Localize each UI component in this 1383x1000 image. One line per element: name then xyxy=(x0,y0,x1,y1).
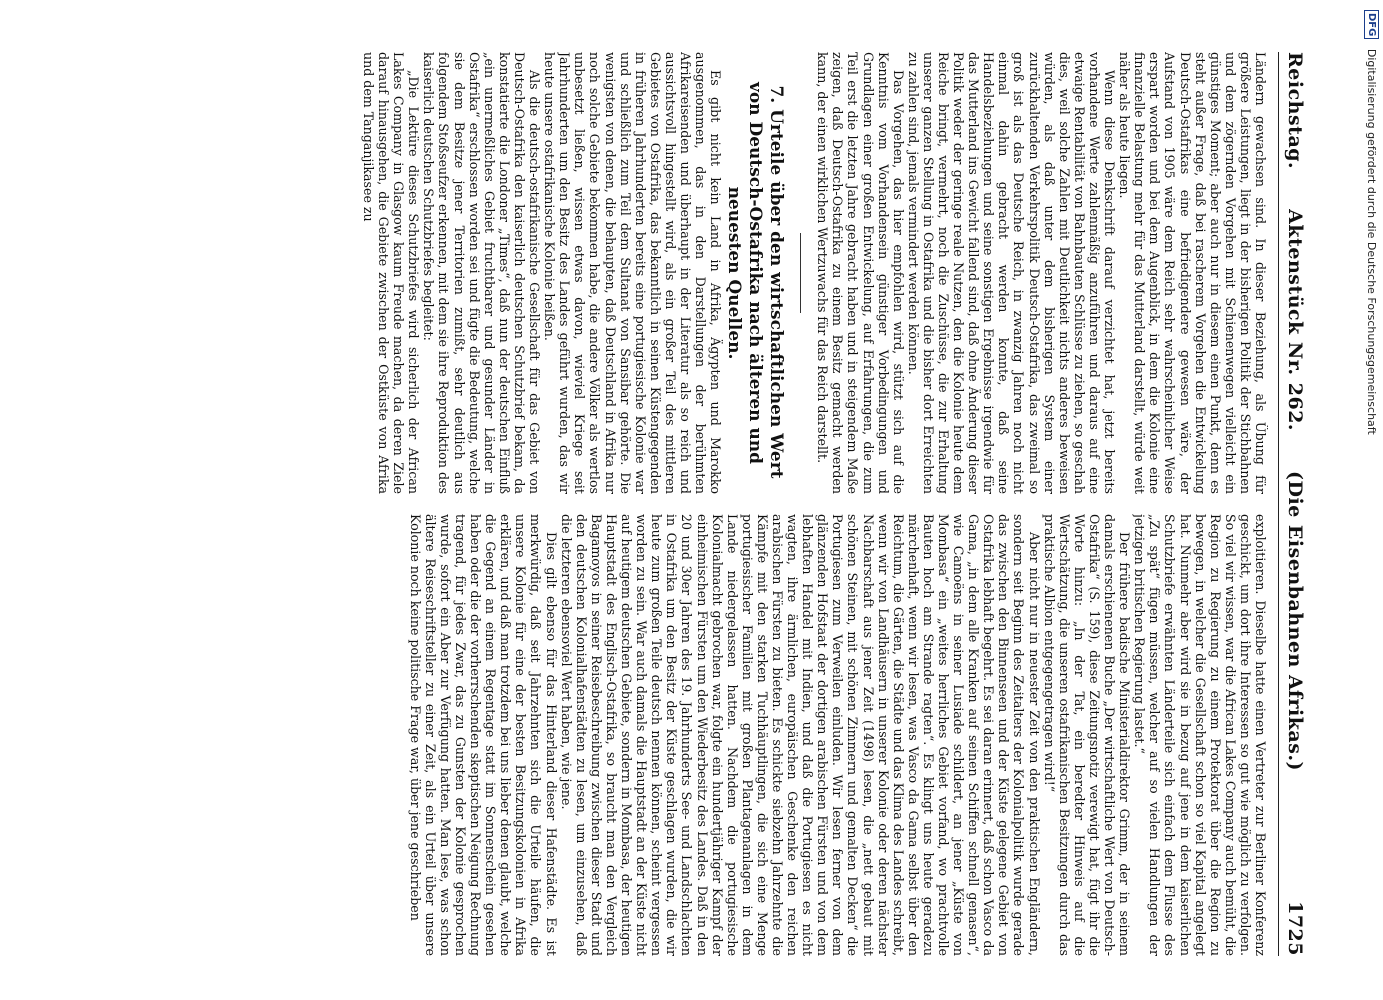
paragraph: exploitieren. Dieselbe hatte einen Vertreter zur Berliner Konferenz geschickt, um dort ihre Interessen so gut wie möglich zu verfolgen. So viel wir wissen, war die African Lakes Company auch bemüht, die Region zu Regierung zu einem Protektorat über die Region zu bewegen, in welcher die Gesellschaft schon so viel Kapital angelegt hat. Nunmehr aber wird sie in bezug auf jene in dem kaiserlichen Schutzbriefe erwähnten Länderteile sich einfach dem Flusse des „Zu spät“ fügen müssen, welcher auf so vielen Handlungen der jetzigen britischen Regierung lastet.“ xyxy=(1132,514,1268,956)
section-title: 7. Urteile über den wirtschaftlichen Wert von Deutsch-Ostafrika nach älteren und neuesten Quellen. xyxy=(724,81,787,479)
column-left xyxy=(18,52,1268,494)
paragraph: Es gibt nicht kein Land in Afrika, Ägypten und Marokko ausgenommen, das in den Darstellungen der berühmten Afrikareisenden und überhaupt in der Literatur als so reich und aussichtsvoll hingestellt wird, als ein großer Teil des mittleren Gebietes von Ostafrika, das bekanntlich in seinen Küstengegenden in früheren Jahrhunderten bereits eine portugiesische Kolonie war und schließlich zum Teil dem Sultanat von Sansibar gehörte. Die wenigsten von denen, die behaupten, daß Deutschland in Afrika nur noch solche Gebiete bekommen habe, die andere Völker als wertlos unbesetzt ließen, wissen etwas davon, wieviel Kriege seit Jahrhunderten um den Besitz des Landes geführt wurden, das wir heute unsere ostafrikanische Kolonie heißen. xyxy=(542,52,724,494)
paragraph: Dies gilt ebenso für das Hinterland dieser Hafenstädte. Es ist merkwürdig, daß seit Jahrzehnten sich die Urteile häufen, die unsere Kolonie für eine der besten Besitzungskolonien in Afrika erklären, und daß man trotzdem bei uns lieber denen glaubt, welche die Gegend an einem Regentage statt im Sonnenschein gesehen haben oder die der vorherrschenden skeptischen Neigung Rechnung tragend, für jedes Zwar, das zu Gunsten der Kolonie gesprochen wurde, sofort ein Aber zur Verfügung hatten. Man lese, was schon ältere Reiseschriftsteller zu einer Zeit, als ein Urteil über unsere Kolonie noch keine politische Frage war, über jene geschrieben xyxy=(407,514,559,956)
paragraph: Als die deutsch-ostafrikanische Gesellschaft für das Gebiet von Deutsch-Ostafrika den kaiserlich deutschen Schutzbrief bekam, da konstatierte die Londoner „Times“, daß nun der deutschen Einfluß „ein unermeßliches Gebiet fruchtbarer und gesunder Länder in Ostafrika“ erschlossen worden sei und fügte die Bedeutung, welche sie dem Besitze jener Territorien zumißt, sehr deutlich aus folgendem Stoßseufzer erkennen, mit dem sie ihre Reproduktion des kaiserlich deutschen Schutzbriefes begleitet: xyxy=(421,52,543,494)
paragraph: Der frühere badische Ministerialdirektor Grimm, der in seinem damals erschienenen Buche „Der wirtschaftliche Wert von Deutsch-Ostafrika“ (S. 159), diese Zeitungsnotiz verewigt hat, fügt ihr die Worte hinzu: „In der Tat, ein beredter Hinweis auf die Wertschätzung, die unseren ostafrikanischen Besitzungen durch das praktische Albion entgegengetragen wird!“ xyxy=(1041,514,1133,956)
page-number: 1725 xyxy=(1284,901,1306,956)
text-columns xyxy=(18,52,1268,956)
running-head-left-label: Reichstag. xyxy=(1284,52,1306,170)
digitization-credit: Digitalisierung gefördert durch die Deutsche Forschungsgemeinschaft xyxy=(1365,48,1378,435)
digitization-note xyxy=(1364,10,1379,435)
running-head-topic: (Die Eisenbahnen Afrikas.) xyxy=(1284,471,1306,772)
column-right xyxy=(18,514,1268,956)
paragraph: Das Vorgehen, das hier empfohlen wird, stützt sich auf die Kenntnis vom Vorhandensein günstiger Vorbedingungen und Grundlagen einer großen Entwickelung, auf Erfahrungen, die zum Teil erst die letzten Jahre gebracht haben und in steigendem Maße zeigen, daß Deutsch-Ostafrika zu einem Besitz gemacht werden kann, der einen wirklichen Wertzuwachs für das Reich darstellt. xyxy=(815,52,906,494)
paragraph: „Die Lektüre dieses Schutzbriefes wird sicherlich der African Lakes Company in Glasgow kaum Freude machen, da deren Ziele darauf hinausgehen, die Gebiete zwischen der Ostküste von Afrika und dem Tanganjikasee zu xyxy=(361,52,422,494)
section-divider xyxy=(800,233,801,313)
paragraph: Ländern gewachsen sind. In dieser Beziehung, als Übung für größere Leistungen, liegt in der bisherigen Politik der Stichbahnen und dem zögernden Vorgehen mit Schienenwegen vielleicht ein günstiges Moment; aber auch nur in diesem einen Punkt, denn es steht außer Frage, daß bei rascherem Vorgehen die Entwickelung Deutsch-Ostafrikas eine befriedigendere gewesen wäre, der Aufstand von 1905 wäre dem Reich sehr wahrscheinlicher Weise erspart worden und bei dem Augenblick, in dem die Kolonie eine finanzielle Belastung mehr für das Mutterland darstellt, würde weit näher als heute liegen. xyxy=(1117,52,1268,494)
running-head xyxy=(1278,52,1304,956)
paragraph: Wenn diese Denkschrift darauf verzichtet hat, jetzt bereits vorhandene Werte zahlenmäßig anzuführen und daraus auf eine etwaige Rentabilität von Bahnbauten Schlüsse zu ziehen, so geschah dies, weil solche Zahlen mit Deutlichkeit nichts anderes beweisen würden, als daß unter dem bisherigen System einer zurückhaltenden Verkehrspolitik Deutsch-Ostafrika, das zweimal so groß ist als das Deutsche Reich, in zwanzig Jahren noch nicht einmal dahin gebracht werden konnte, daß seine Handelsbeziehungen und seine sonstigen Ergebnisse irgendwie für das Mutterland ins Gewicht fallend sind, daß ohne Änderung dieser Politik weder der geringe reale Nutzen, den die Kolonie heute dem Reiche bringt, vermehrt, noch die Zuschüsse, die zur Erhaltung unserer ganzen Stellung in Ostafrika und die bisher dort Erreichten zu zahlen sind, jemals vermindert werden können. xyxy=(905,52,1118,494)
dfg-logo: DFG xyxy=(1364,10,1379,39)
paragraph: Aber nicht nur in neuester Zeit von den praktischen Engländern, sondern seit Beginn des Zeitalters der Kolonialpolitik wurde gerade das zwischen den Binnenseen und der Küste gelegene Gebiet von Ostafrika lebhaft begehrt. Es sei daran erinnert, daß schon Vasco da Gama, „in dem alle Kranken auf seinen Schiffen schnell genasen“, wie Camoëns in seiner Lusiade schildert, an jener „Küste von Mombasa“ ein „weites herrliches Gebiet vorfand, wo prachtvolle Bauten hoch am Strande ragten“. Es klingt uns heute geradezu märchenhaft, wenn wir lesen, was Vasco da Gama selbst über den Reichtum, die Gärten, die Städte und das Klima des Landes schreibt, wenn wir von Landhäusern in unserer Kolonie oder deren nächster Nachbarschaft aus jener Zeit (1498) lesen, die „nett gebaut mit schönen Steinen, mit schönen Zimmern und gemalten Decken“ die Portugiesen zum Verweilen einluden. Wir lesen ferner von dem glänzenden Hofstaat der dortigen arabischen Fürsten und von dem lebhaften Handel mit Indien, und daß die Portugiesen es nicht wagten, ihre ärmlichen, europäischen Geschenke den reichen arabischen Fürsten zu bieten. Es schickte siebzehn Jahrzehnte die Kämpfe mit den starken Tuchhäuptlingen, die sich eine Menge portugiesischer Familien mit großen Plantagenanlagen in dem Lande niedergelassen hatten. Nachdem die portugiesische Kolonialmacht gebrochen war, folgte ein hundertjähriger Kampf der einheimischen Fürsten um den Wiederbesitz des Landes. Daß in den 20 und 30er Jahren des 19. Jahrhunderts See- und Landschlachten in Ostafrika um den Besitz der Küste geschlagen wurden, die wir heute zum großen Teile deutsch nennen können, scheint vergessen worden zu sein. War auch damals die Hauptstadt an der Küste nicht auf heutigem deutschen Gebiete, sondern in Mombasa, der heutigen Hauptstadt des Englisch-Ostafrika, so braucht man den Vergleich Bagamoyos in seiner Reisebeschreibung zwischen dieser Stadt und den deutschen Kolonialhafenstädten zu lesen, um einzusehen, daß die letzteren ebensoviel Wert haben, wie jene. xyxy=(558,514,1042,956)
document-number: Aktenstück Nr. 262. xyxy=(1284,209,1306,432)
